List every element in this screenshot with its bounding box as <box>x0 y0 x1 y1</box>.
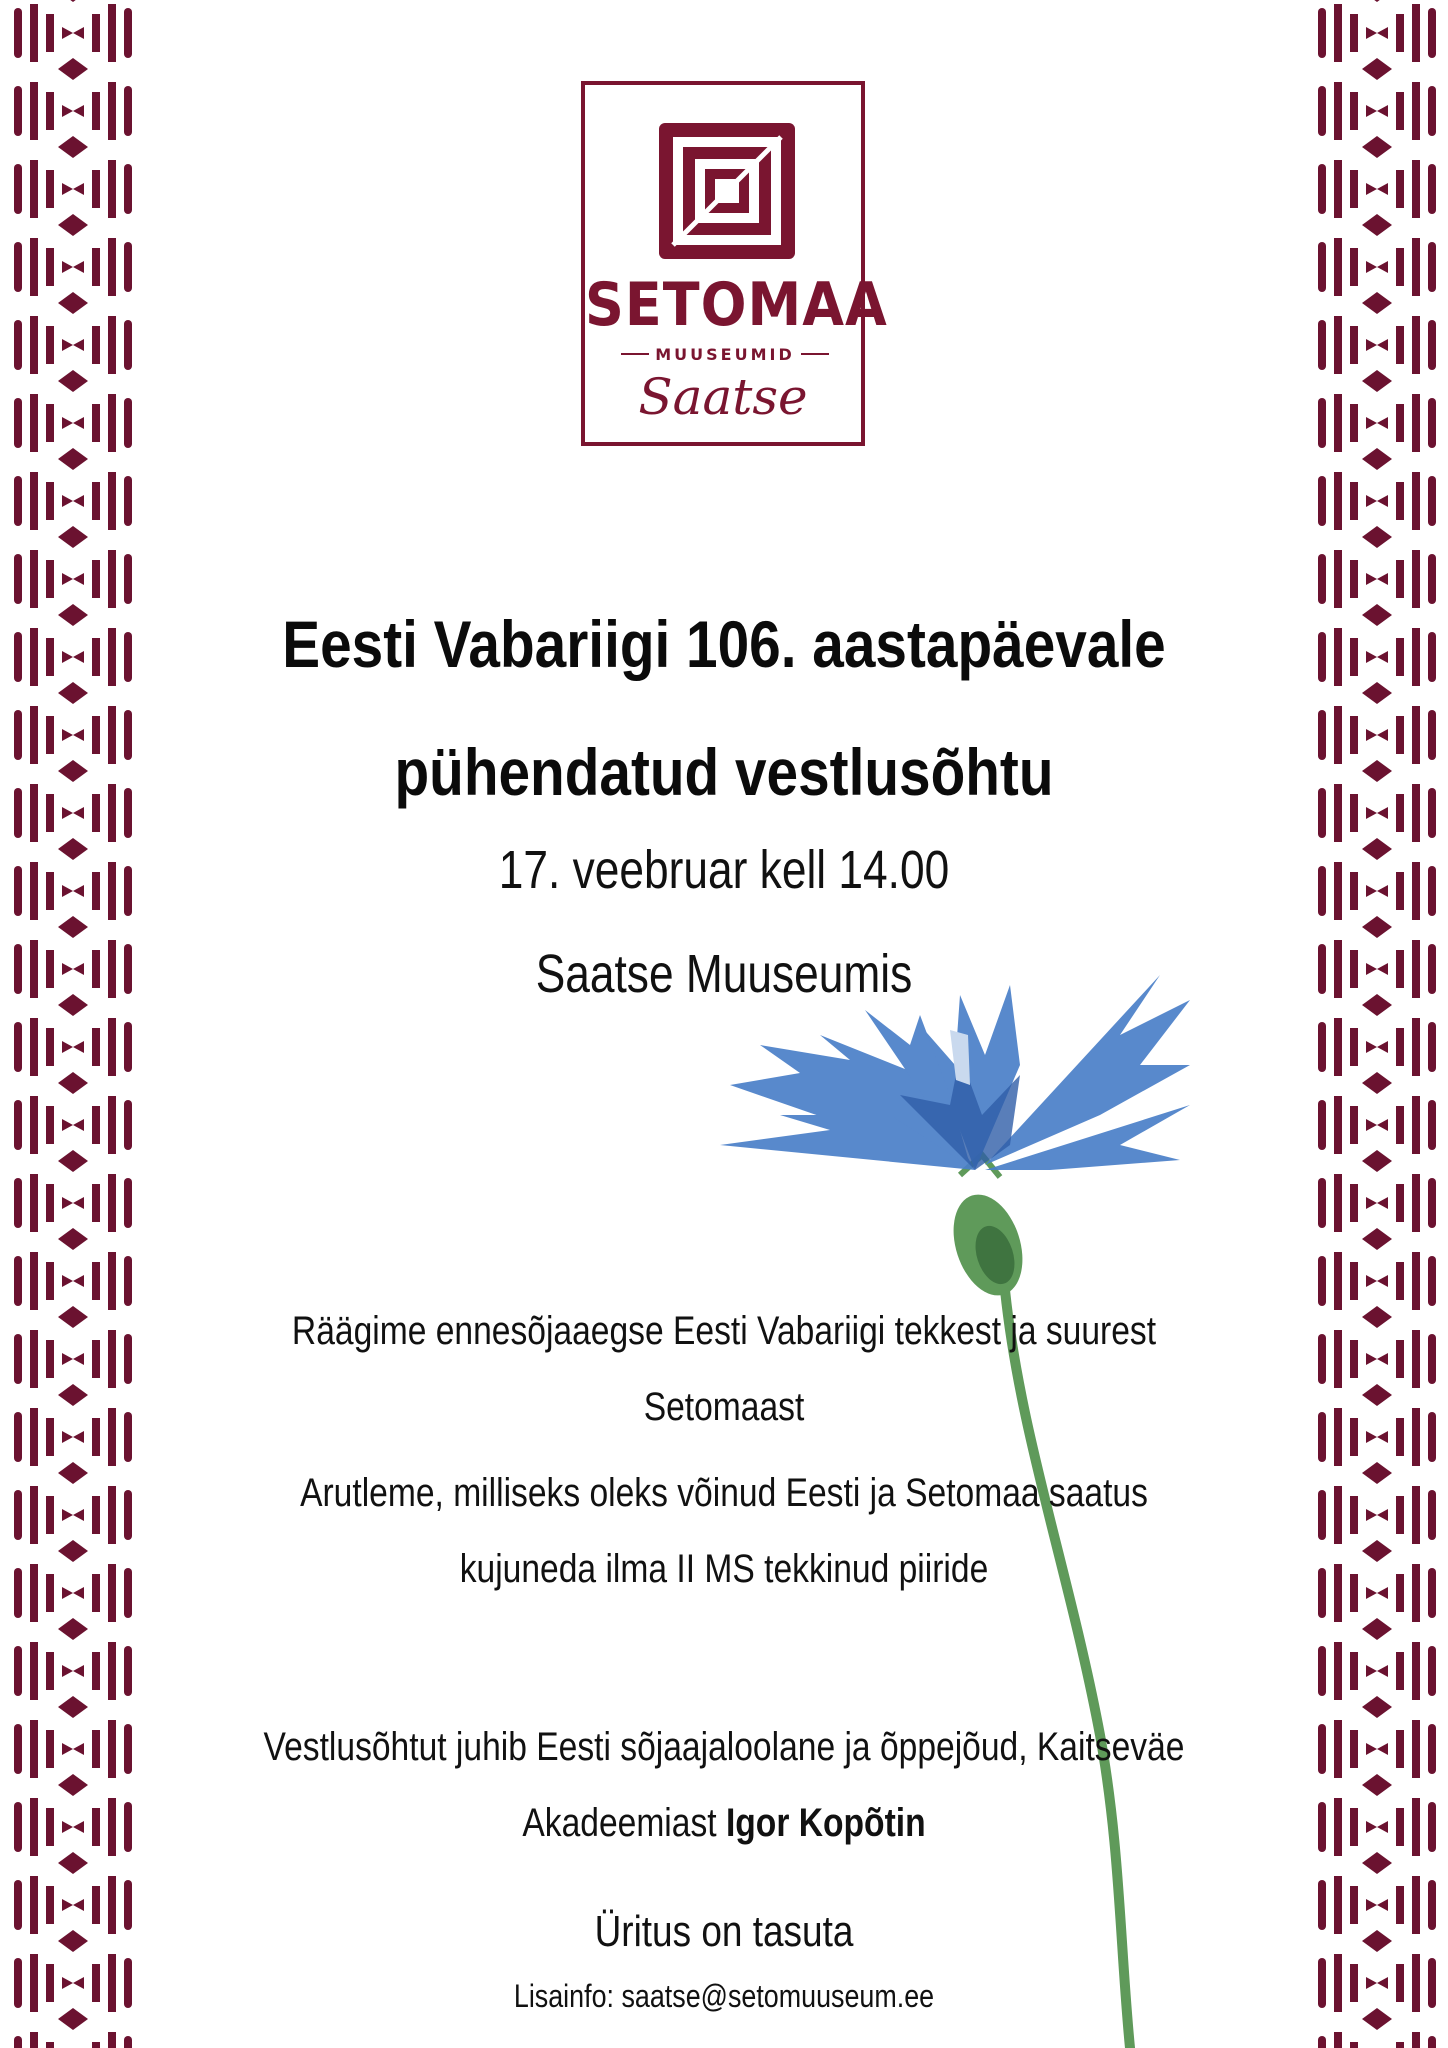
ornamental-border-left <box>10 0 136 2048</box>
logo-square-spiral-icon <box>657 121 797 261</box>
logo-script-saatse: Saatse <box>638 368 808 426</box>
heading-line-2: pühendatud vestlusõhtu <box>394 735 1054 809</box>
ornamental-border-right <box>1314 0 1440 2048</box>
heading-line-1: Eesti Vabariigi 106. aastapäevale <box>282 607 1166 681</box>
body-paragraph-2-line-2: kujuneda ilma II MS tekkinud piiride <box>459 1547 989 1591</box>
contact-info: Lisainfo: saatse@setomuuseum.ee <box>513 1978 935 2014</box>
museum-logo <box>581 81 888 446</box>
logo-subtitle-text: MUUSEUMID <box>655 344 795 364</box>
body-paragraph-1-line-2: Setomaast <box>643 1385 805 1429</box>
logo-name: SETOMAA <box>585 269 888 340</box>
host-name: Igor Kopõtin <box>725 1801 926 1845</box>
free-admission-note: Üritus on tasuta <box>594 1907 854 1956</box>
body-host-prefix: Akadeemiast <box>522 1801 717 1845</box>
event-place: Saatse Muuseumis <box>535 944 913 1004</box>
body-paragraph-3-line-2 <box>250 1798 1198 1848</box>
body-paragraph-2-line-1: Arutleme, milliseks oleks võinud Eesti ja Setomaa saatus <box>300 1471 1148 1515</box>
event-datetime: 17. veebruar kell 14.00 <box>498 840 950 900</box>
logo-subtitle <box>615 340 835 368</box>
body-paragraph-1-line-1: Räägime ennesõjaaegse Eesti Vabariigi tekkest ja suurest <box>291 1309 1157 1353</box>
body-paragraph-3-line-1: Vestlusõhtut juhib Eesti sõjaajaloolane ja õppejõud, Kaitseväe <box>263 1725 1185 1769</box>
